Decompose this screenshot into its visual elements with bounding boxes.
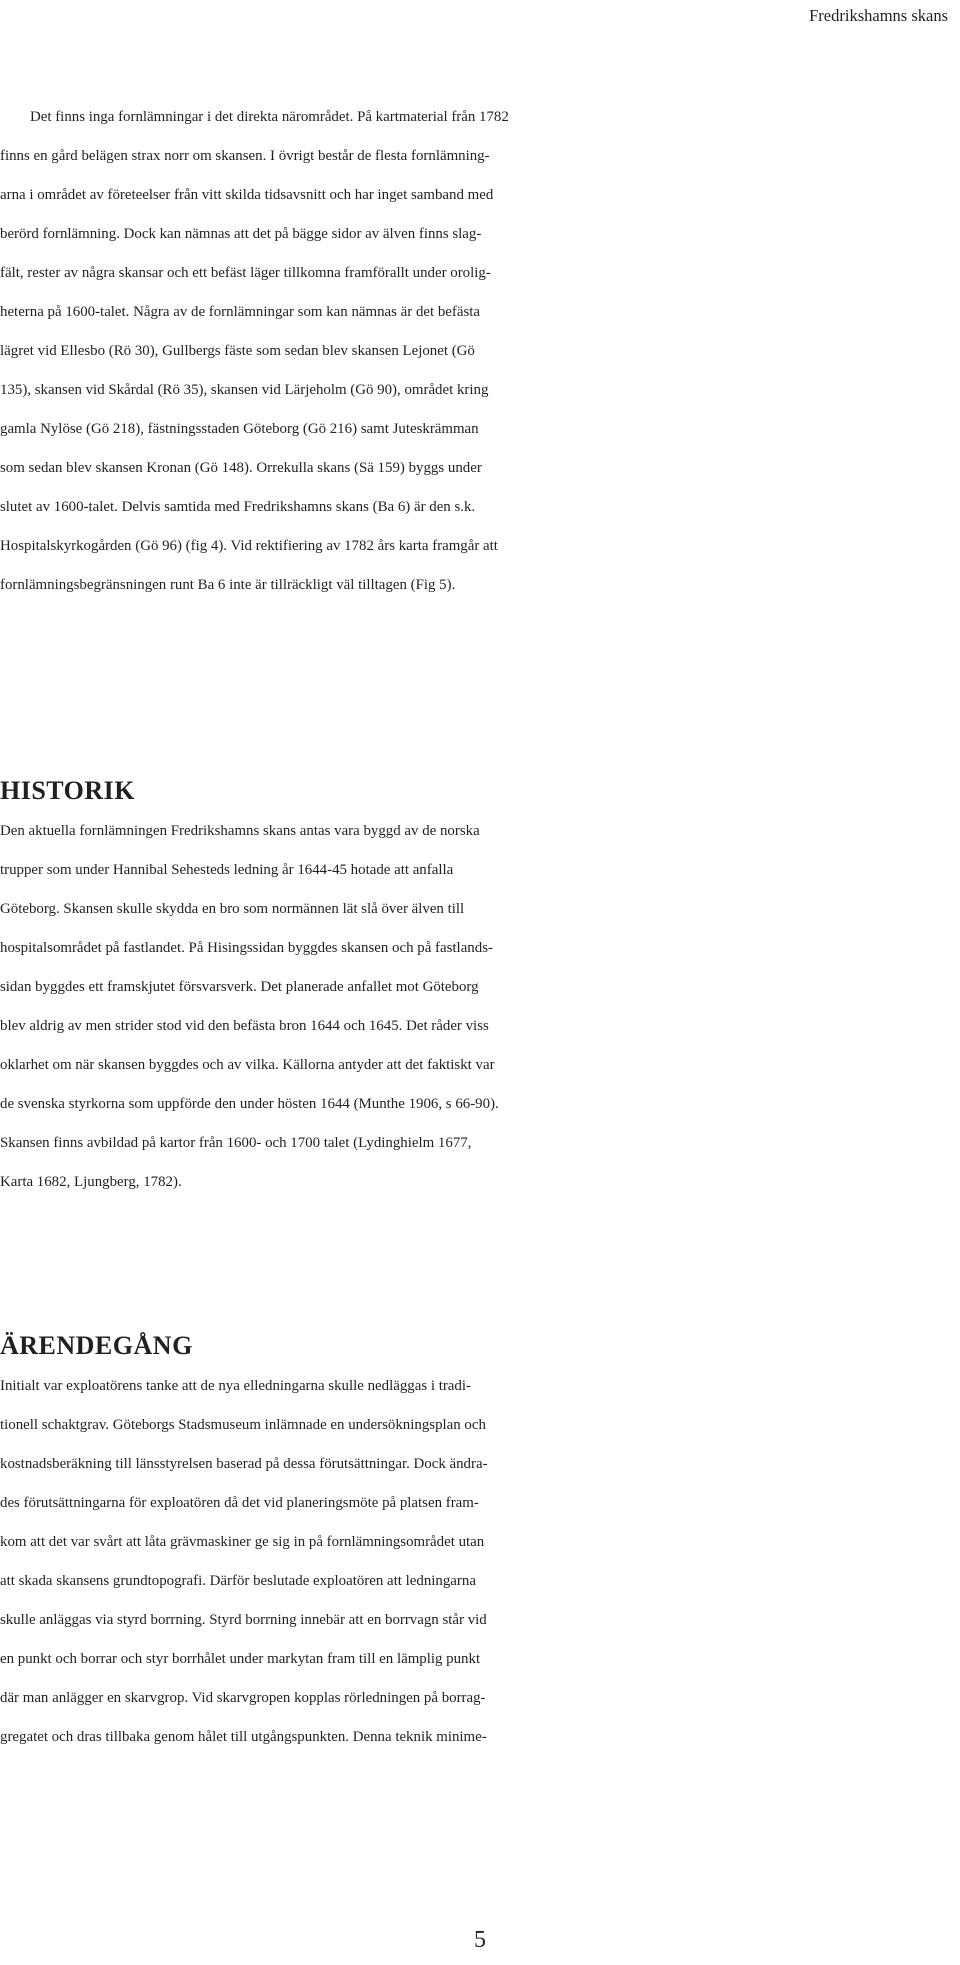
text-line: fornlämningsbegränsningen runt Ba 6 inte är tillräckligt väl tilltagen (Fig 5).	[0, 577, 456, 593]
text-line: finns en gård belägen strax norr om skansen. I övrigt består de flesta fornlämning-	[0, 148, 490, 164]
text-line: att skada skansens grundtopografi. Därför beslutade exploatören att ledningarna	[0, 1573, 476, 1589]
text-line: där man anlägger en skarvgrop. Vid skarvgropen kopplas rörledningen på borrag-	[0, 1690, 486, 1706]
text-line: des förutsättningarna för exploatören då det vid planeringsmöte på platsen fram-	[0, 1495, 479, 1511]
text-line: Karta 1682, Ljungberg, 1782).	[0, 1174, 182, 1190]
text-line: berörd fornlämning. Dock kan nämnas att det på bägge sidor av älven finns slag-	[0, 226, 482, 242]
text-line: som sedan blev skansen Kronan (Gö 148). Orrekulla skans (Sä 159) byggs under	[0, 460, 482, 476]
intro-paragraph	[0, 98, 960, 605]
section-heading-arendegang: ÄRENDEGÅNG	[0, 1331, 193, 1360]
text-line: Skansen finns avbildad på kartor från 1600- och 1700 talet (Lydinghielm 1677,	[0, 1135, 472, 1151]
text-line: tionell schaktgrav. Göteborgs Stadsmuseum inlämnade en undersökningsplan och	[0, 1417, 486, 1433]
section-heading-historik: HISTORIK	[0, 776, 136, 805]
text-line: Hospitalskyrkogården (Gö 96) (fig 4). Vid rektifiering av 1782 års karta framgår att	[0, 538, 498, 554]
text-line: slutet av 1600-talet. Delvis samtida med Fredrikshamns skans (Ba 6) är den s.k.	[0, 499, 476, 515]
text-line: Göteborg. Skansen skulle skydda en bro som normännen lät slå över älven till	[0, 901, 465, 917]
text-line: skulle anläggas via styrd borrning. Styrd borrning innebär att en borrvagn står vid	[0, 1612, 487, 1628]
text-line: lägret vid Ellesbo (Rö 30), Gullbergs fäste som sedan blev skansen Lejonet (Gö	[0, 343, 475, 359]
text-line: Det finns inga fornlämningar i det direkta närområdet. På kartmaterial från 1782	[30, 109, 509, 125]
text-line: de svenska styrkorna som uppförde den under hösten 1644 (Munthe 1906, s 66-90).	[0, 1096, 499, 1112]
page-number: 5	[474, 1927, 486, 1953]
arendegang-paragraph	[0, 1367, 960, 1757]
text-line: heterna på 1600-talet. Några av de fornlämningar som kan nämnas är det befästa	[0, 304, 481, 320]
text-line: sidan byggdes ett framskjutet försvarsverk. Det planerade anfallet mot Göteborg	[0, 979, 479, 995]
text-line: fält, rester av några skansar och ett befäst läger tillkomna framförallt under orolig-	[0, 265, 491, 281]
text-line: hospitalsområdet på fastlandet. På Hisingssidan byggdes skansen och på fastlands-	[0, 940, 493, 956]
text-line: kom att det var svårt att låta grävmaskiner ge sig in på fornlämningsområdet utan	[0, 1534, 485, 1550]
text-line: gamla Nylöse (Gö 218), fästningsstaden Göteborg (Gö 216) samt Juteskrämman	[0, 421, 479, 437]
text-line: blev aldrig av men strider stod vid den befästa bron 1644 och 1645. Det råder viss	[0, 1018, 489, 1034]
text-line: en punkt och borrar och styr borrhålet under markytan fram till en lämplig punkt	[0, 1651, 481, 1667]
text-line: trupper som under Hannibal Sehesteds ledning år 1644-45 hotade att anfalla	[0, 862, 454, 878]
text-line: kostnadsberäkning till länsstyrelsen baserad på dessa förutsättningar. Dock ändra-	[0, 1456, 488, 1472]
historik-paragraph	[0, 812, 960, 1202]
text-line: arna i området av företeelser från vitt skilda tidsavsnitt och har inget samband med	[0, 187, 494, 203]
text-line: oklarhet om när skansen byggdes och av vilka. Källorna antyder att det faktiskt var	[0, 1057, 495, 1073]
running-header: Fredrikshamns skans	[809, 6, 948, 25]
text-line: gregatet och dras tillbaka genom hålet till utgångspunkten. Denna teknik minime-	[0, 1729, 487, 1745]
text-line: 135), skansen vid Skårdal (Rö 35), skansen vid Lärjeholm (Gö 90), området kring	[0, 382, 489, 398]
text-line: Initialt var exploatörens tanke att de nya elledningarna skulle nedläggas i tradi-	[0, 1378, 471, 1394]
text-line: Den aktuella fornlämningen Fredrikshamns skans antas vara byggd av de norska	[0, 823, 480, 839]
